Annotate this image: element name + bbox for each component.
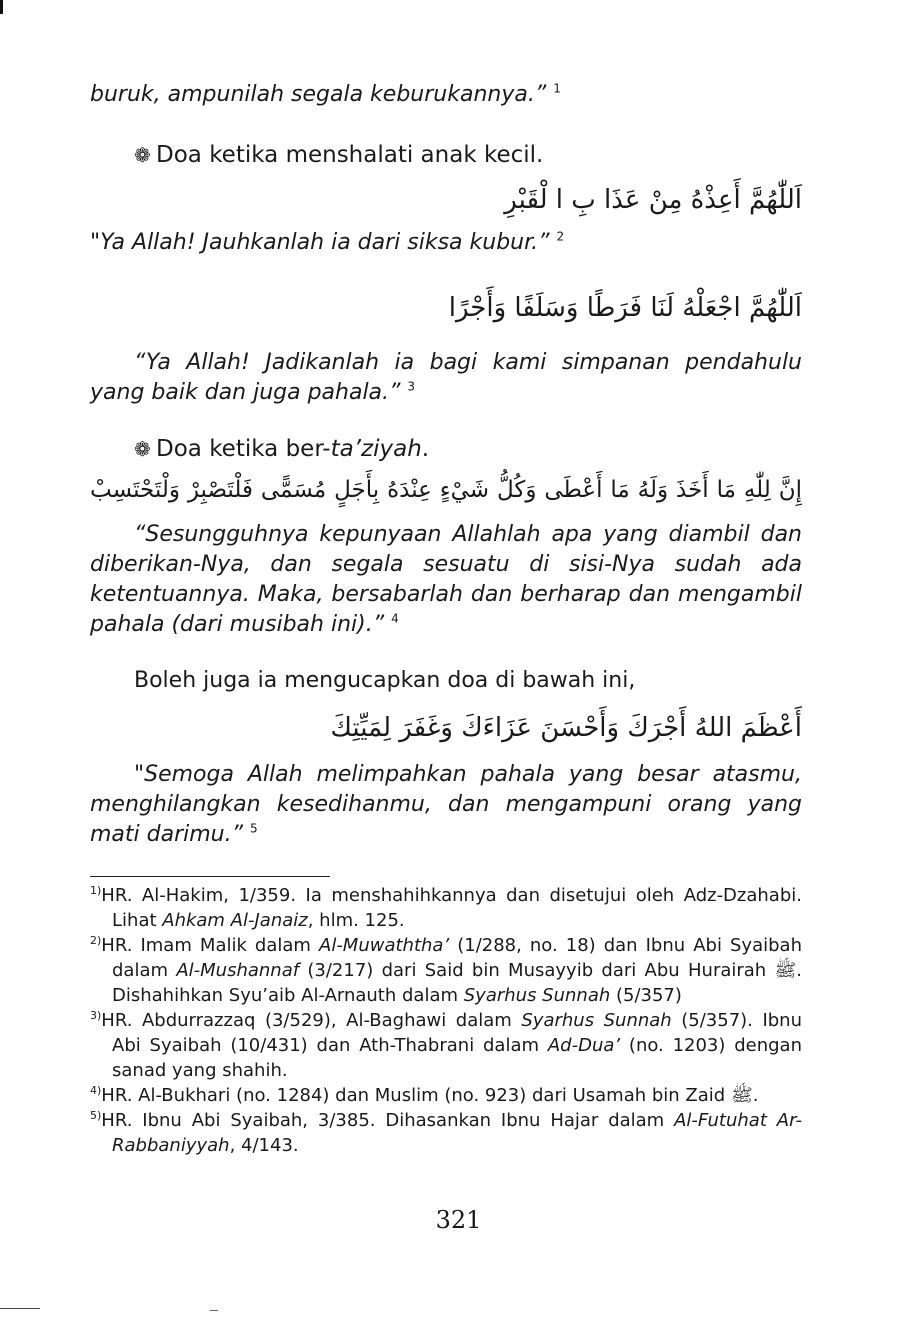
- ref-5: 5: [250, 821, 258, 836]
- arabic-prayer-2: اَللّٰهُمَّ اجْعَلْهُ لَنَا فَرَطًا وَسَلَفًا وَأَجْرًا: [448, 293, 802, 323]
- page-number: 321: [435, 1206, 482, 1234]
- arabic-prayer-3: إِنَّ لِلّٰهِ مَا أَخَذَ وَلَهُ مَا أَعْطَى وَكُلُّ شَيْءٍ عِنْدَهُ بِأَجَلٍ مُسَمًّى فَلْتَصْبِرْ وَلْتَحْتَسِبْ: [90, 477, 802, 503]
- footnote-5: $^{5)}$HR. Ibnu Abi Syaibah, 3/385. Dihasankan Ibnu Hajar dalam Al-Futuhat Ar-Rabbaniyyah, 4/143.: [90, 1109, 802, 1156]
- ref-3: 3: [407, 379, 416, 394]
- footnote-divider: [90, 876, 330, 877]
- arabic-prayer-4: أَعْظَمَ اللهُ أَجْرَكَ وَأَحْسَنَ عَزَاءَكَ وَغَفَرَ لِمَيِّتِكَ: [330, 713, 802, 743]
- flower-ornament-icon: ❁: [134, 143, 151, 167]
- section-heading-taziyah: ❁ Doa ketika ber-ta’ziyah.: [134, 436, 430, 462]
- flower-ornament-icon: ❁: [134, 437, 151, 461]
- page-content: [90, 70, 802, 1158]
- scan-edge-line: [0, 1308, 40, 1309]
- footnote-4: $^{4)}$HR. Al-Bukhari (no. 1284) dan Muslim (no. 923) dari Usamah bin Zaid ﷺ.: [90, 1084, 759, 1106]
- ref-2: 2: [556, 229, 565, 244]
- section-heading-anak-kecil: ❁ Doa ketika menshalati anak kecil.: [134, 142, 544, 168]
- plain-paragraph: Boleh juga ia mengucapkan doa di bawah ini,: [134, 668, 636, 693]
- footnotes: [90, 883, 802, 1158]
- ref-1: 1: [553, 81, 561, 96]
- scan-edge-dash: [210, 1310, 218, 1311]
- translation-3: “Sesungguhnya kepunyaan Allahlah apa yang diambil dan diberikan-Nya, dan segala sesuatu di sisi-Nya sudah ada ketentuannya. Maka, bersabarlah dan berharap dan mengambil pahala (dari musibah ini).” $^4$: [90, 522, 802, 637]
- footnote-3: $^{3)}$HR. Abdurrazzaq (3/529), Al-Baghawi dalam Syarhus Sunnah (5/357). Ibnu Abi Syaibah (10/431) dan Ath-Thabrani dalam Ad-Dua’ (no. 1203) dengan sanad yang shahih.: [90, 1009, 802, 1081]
- corner-mark: [0, 0, 3, 14]
- translation-2: “Ya Allah! Jadikanlah ia bagi kami simpanan pendahulu yang baik dan juga pahala.” $^3$: [90, 350, 802, 405]
- arabic-prayer-1: اَللّٰهُمَّ أَعِذْهُ مِنْ عَذَا بِ ا لْقَبْرِ: [504, 185, 802, 215]
- continuation-line: buruk, ampunilah segala keburukannya.” $^1$: [90, 81, 561, 107]
- footnote-1: $^{1)}$HR. Al-Hakim, 1/359. Ia menshahihkannya dan disetujui oleh Adz-Dzahabi. Lihat Ahkam Al-Janaiz, hlm. 125.: [90, 884, 802, 931]
- footnote-2: $^{2)}$HR. Imam Malik dalam Al-Muwaththa’ (1/288, no. 18) dan Ibnu Abi Syaibah dalam Al-Mushannaf (3/217) dari Said bin Musayyib dari Abu Hurairah ﷺ. Dishahihkan Syu’aib Al-Arnauth dalam Syarhus Sunnah (5/357): [90, 934, 802, 1006]
- translation-4: "Semoga Allah melimpahkan pahala yang besar atasmu, menghilangkan kesedihanmu, dan mengampuni orang yang mati darimu.” $^5$: [90, 762, 802, 847]
- ref-4: 4: [391, 611, 399, 626]
- translation-1: "Ya Allah! Jauhkanlah ia dari siksa kubur.” $^2$: [90, 229, 565, 255]
